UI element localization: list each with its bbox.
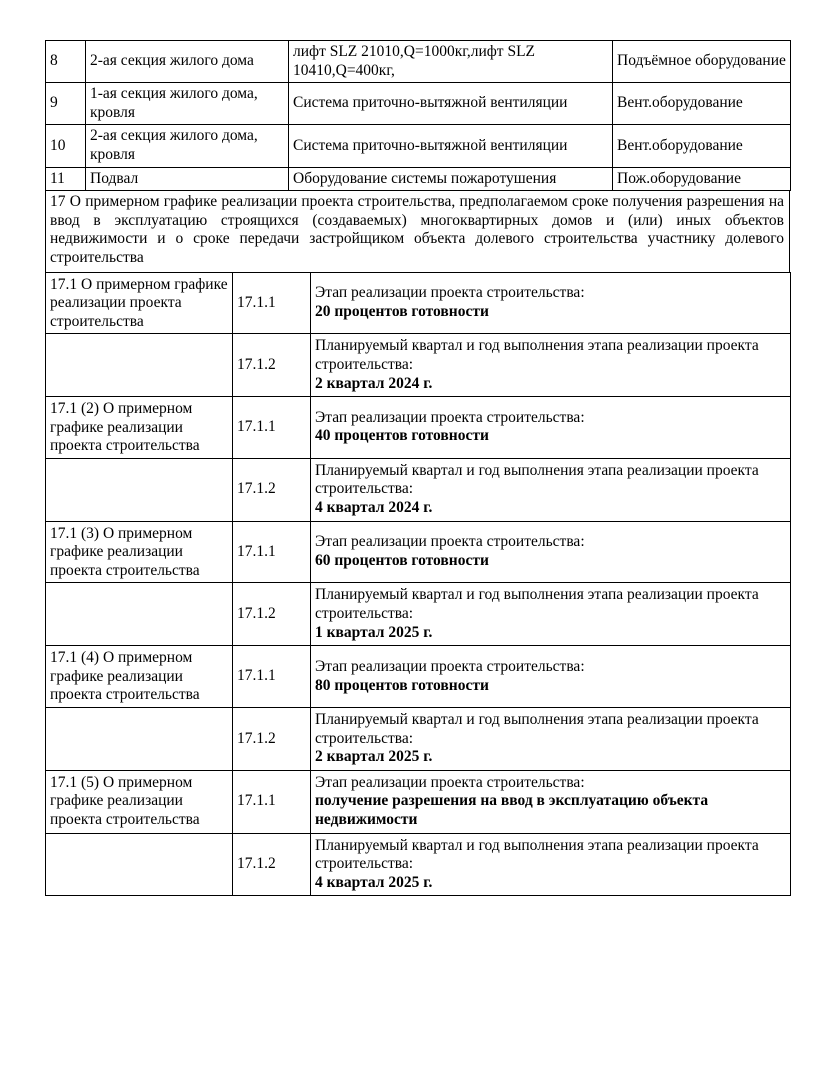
schedule-empty-cell — [46, 334, 233, 397]
table-row — [46, 334, 791, 397]
table-row — [46, 521, 791, 583]
schedule-group-title-cell: 17.1 (3) О примерном графике реализации проекта строительства — [46, 521, 233, 583]
table-row — [46, 272, 791, 334]
location-cell: 2-ая секция жилого дома — [86, 41, 289, 83]
stage-value: получение разрешения на ввод в эксплуатацию объекта недвижимости — [315, 792, 709, 828]
row-number-cell: 11 — [46, 167, 86, 191]
stage-label: Этап реализации проекта строительства: — [315, 773, 585, 791]
quarter-value: 2 квартал 2024 г. — [315, 374, 433, 392]
schedule-table — [45, 272, 791, 897]
schedule-group-title-cell: 17.1 (5) О примерном графике реализации проекта строительства — [46, 770, 233, 833]
schedule-text-cell — [311, 458, 791, 521]
equipment-type-cell: Подъёмное оборудование — [613, 41, 791, 83]
schedule-group-title-cell: 17.1 О примерном графике реализации проекта строительства — [46, 272, 233, 334]
schedule-text-cell — [311, 334, 791, 397]
schedule-text-cell — [311, 708, 791, 771]
schedule-text-cell — [311, 770, 791, 833]
schedule-group-title-cell: 17.1 (2) О примерном графике реализации проекта строительства — [46, 397, 233, 459]
schedule-code-cell: 17.1.1 — [233, 272, 311, 334]
schedule-code-cell: 17.1.2 — [233, 708, 311, 771]
schedule-text-cell — [311, 833, 791, 896]
stage-label: Этап реализации проекта строительства: — [315, 533, 585, 551]
equipment-cell: Оборудование системы пожаротушения — [289, 167, 613, 191]
stage-label: Этап реализации проекта строительства: — [315, 658, 585, 676]
equipment-cell: Система приточно-вытяжной вентиляции — [289, 125, 613, 167]
table-row — [46, 397, 791, 459]
schedule-code-cell: 17.1.2 — [233, 334, 311, 397]
equipment-type-cell: Пож.оборудование — [613, 167, 791, 191]
schedule-code-cell: 17.1.2 — [233, 583, 311, 646]
table-row — [46, 646, 791, 708]
row-number-cell: 10 — [46, 125, 86, 167]
quarter-value: 1 квартал 2025 г. — [315, 623, 433, 641]
stage-value: 60 процентов готовности — [315, 552, 489, 570]
table-row — [46, 125, 791, 167]
table-row — [46, 708, 791, 771]
schedule-text-cell — [311, 397, 791, 459]
schedule-code-cell: 17.1.1 — [233, 770, 311, 833]
schedule-empty-cell — [46, 458, 233, 521]
quarter-label: Планируемый квартал и год выполнения этапа реализации проекта строительства: — [315, 461, 759, 498]
quarter-label: Планируемый квартал и год выполнения этапа реализации проекта строительства: — [315, 836, 759, 873]
row-number-cell: 8 — [46, 41, 86, 83]
equipment-type-cell: Вент.оборудование — [613, 125, 791, 167]
row-number-cell: 9 — [46, 83, 86, 125]
schedule-text-cell — [311, 272, 791, 334]
schedule-group-title-cell: 17.1 (4) О примерном графике реализации проекта строительства — [46, 646, 233, 708]
table-row — [46, 770, 791, 833]
table-row — [46, 83, 791, 125]
schedule-text-cell — [311, 583, 791, 646]
schedule-code-cell: 17.1.1 — [233, 521, 311, 583]
section-17-heading: 17 О примерном графике реализации проекта строительства, предполагаемом сроке получения разрешения на ввод в эксплуатацию строящихся (создаваемых) многоквартирных домов и (или) иных объектов недвижимости и о сроке передачи застройщиком объекта долевого строительства участнику долевого строительства — [45, 191, 790, 271]
quarter-label: Планируемый квартал и год выполнения этапа реализации проекта строительства: — [315, 337, 759, 373]
schedule-text-cell — [311, 521, 791, 583]
quarter-value: 4 квартал 2024 г. — [315, 499, 433, 517]
quarter-label: Планируемый квартал и год выполнения этапа реализации проекта строительства: — [315, 586, 759, 623]
equipment-type-cell: Вент.оборудование — [613, 83, 791, 125]
schedule-empty-cell — [46, 833, 233, 896]
table-row — [46, 167, 791, 191]
quarter-value: 4 квартал 2025 г. — [315, 873, 433, 891]
schedule-code-cell: 17.1.2 — [233, 458, 311, 521]
equipment-cell: Система приточно-вытяжной вентиляции — [289, 83, 613, 125]
stage-value: 80 процентов готовности — [315, 676, 489, 694]
quarter-label: Планируемый квартал и год выполнения этапа реализации проекта строительства: — [315, 711, 759, 747]
schedule-empty-cell — [46, 708, 233, 771]
equipment-table — [45, 40, 791, 191]
stage-value: 40 процентов готовности — [315, 427, 489, 445]
schedule-code-cell: 17.1.2 — [233, 833, 311, 896]
stage-value: 20 процентов готовности — [315, 302, 489, 320]
equipment-cell: лифт SLZ 21010,Q=1000кг,лифт SLZ 10410,Q=400кг, — [289, 41, 613, 83]
stage-label: Этап реализации проекта строительства: — [315, 408, 585, 426]
table-row — [46, 583, 791, 646]
schedule-code-cell: 17.1.1 — [233, 397, 311, 459]
stage-label: Этап реализации проекта строительства: — [315, 284, 585, 302]
schedule-text-cell — [311, 646, 791, 708]
quarter-value: 2 квартал 2025 г. — [315, 748, 433, 766]
table-row — [46, 41, 791, 83]
table-row — [46, 833, 791, 896]
location-cell: 1-ая секция жилого дома, кровля — [86, 83, 289, 125]
schedule-empty-cell — [46, 583, 233, 646]
location-cell: Подвал — [86, 167, 289, 191]
schedule-code-cell: 17.1.1 — [233, 646, 311, 708]
location-cell: 2-ая секция жилого дома, кровля — [86, 125, 289, 167]
table-row — [46, 458, 791, 521]
